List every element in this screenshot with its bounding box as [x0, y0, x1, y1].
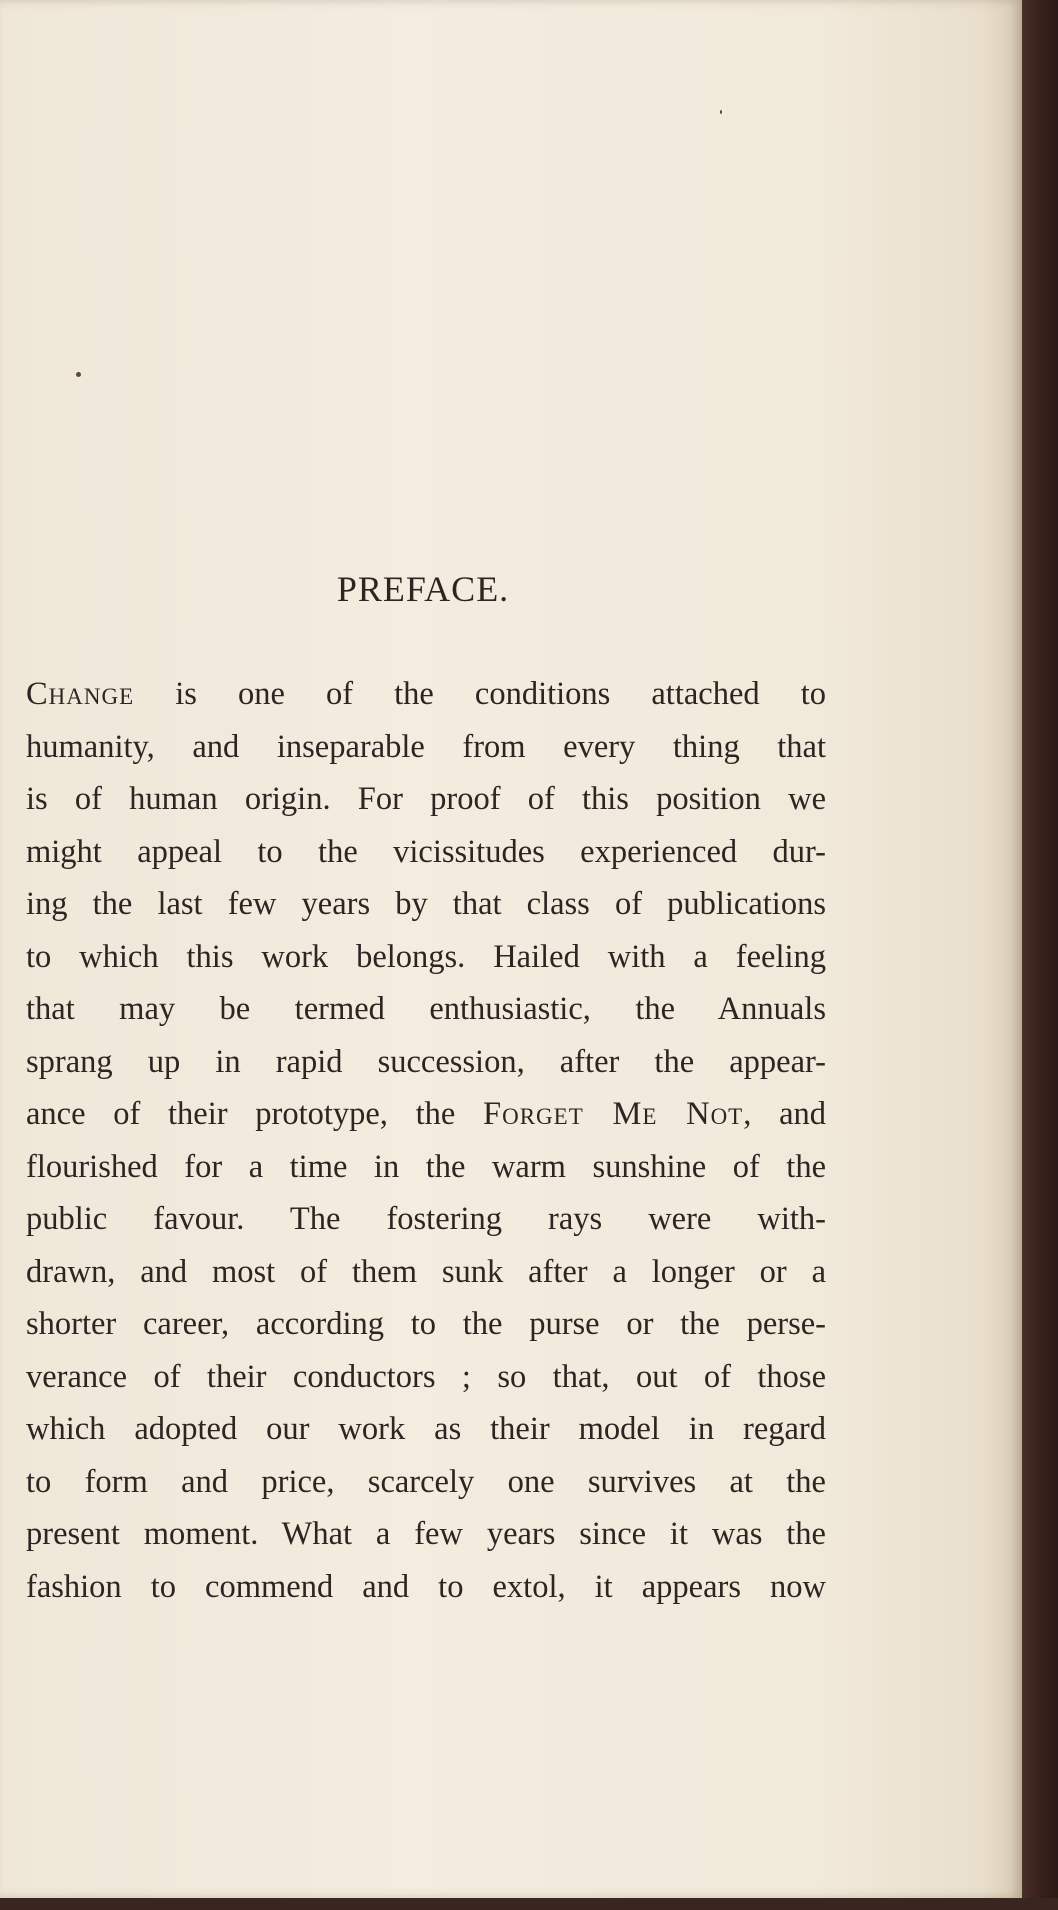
text-line: Change is one of the conditions attached to	[26, 676, 826, 712]
text-line: drawn, and most of them sunk after a longer or a	[26, 1253, 826, 1290]
text-line: sprang up in rapid succession, after the appear-	[26, 1043, 826, 1080]
text-line: flourished for a time in the warm sunshine of the	[26, 1148, 826, 1185]
text-line: verance of their conductors ; so that, out of those	[26, 1358, 826, 1395]
text-line: ing the last few years by that class of publications	[26, 886, 826, 922]
book-edge	[1022, 0, 1058, 1910]
page-title: PREFACE.	[336, 569, 510, 609]
page-bottom-edge	[0, 1898, 1058, 1910]
text-line: is of human origin. For proof of this position we	[26, 781, 826, 817]
text-line: public favour. The fostering rays were with-	[26, 1201, 826, 1237]
text-line: shorter career, according to the purse or the perse-	[26, 1306, 826, 1342]
text-line: fashion to commend and to extol, it appears now	[26, 1568, 826, 1605]
ink-speck	[76, 372, 81, 377]
text-line: which adopted our work as their model in regard	[26, 1411, 826, 1447]
preface-paragraph	[26, 668, 826, 1613]
text-line: present moment. What a few years since it was the	[26, 1516, 826, 1552]
text-line: that may be termed enthusiastic, the Annuals	[26, 991, 826, 1027]
text-line: to which this work belongs. Hailed with a feeling	[26, 938, 826, 975]
text-line: humanity, and inseparable from every thing that	[26, 728, 826, 765]
ink-speck	[720, 110, 722, 114]
text-line: might appeal to the vicissitudes experienced dur-	[26, 833, 826, 870]
text-line: to form and price, scarcely one survives at the	[26, 1463, 826, 1500]
text-line: ance of their prototype, the Forget Me Not, and	[26, 1096, 826, 1132]
